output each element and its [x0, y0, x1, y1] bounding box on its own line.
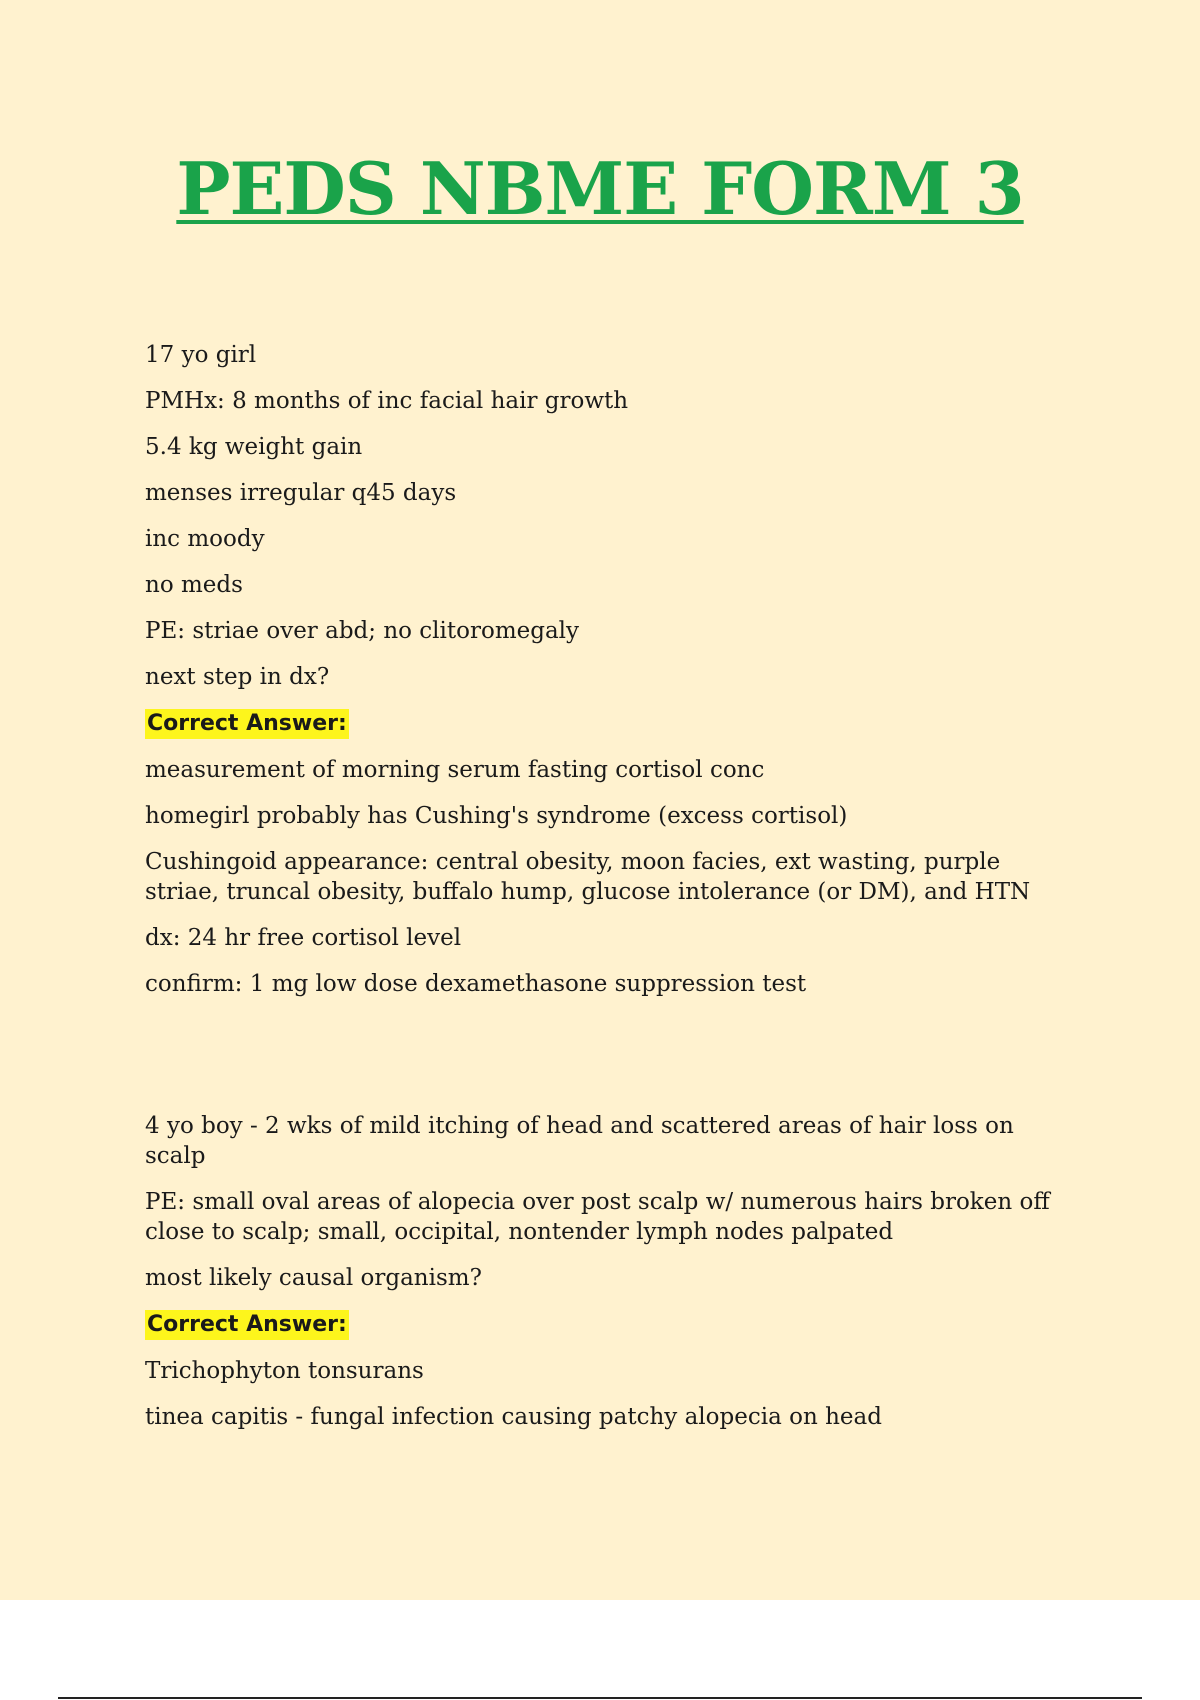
question-stem-line: PMHx: 8 months of inc facial hair growth	[145, 388, 629, 414]
question-stem-line: menses irregular q45 days	[145, 480, 457, 506]
question-block-2	[145, 1111, 1075, 1432]
explanation-line: Cushingoid appearance: central obesity, moon facies, ext wasting, purple striae, truncal obesity, buffalo hump, glucose intolerance (or DM), and HTN	[145, 849, 1031, 905]
question-block-1	[145, 340, 1075, 999]
page-title	[0, 148, 1200, 230]
answer-line: measurement of morning serum fasting cortisol conc	[145, 757, 765, 783]
correct-answer-label: Correct Answer:	[145, 1310, 349, 1340]
correct-answer-label: Correct Answer:	[145, 709, 349, 739]
explanation-line: confirm: 1 mg low dose dexamethasone suppression test	[145, 971, 807, 997]
page-title-text: PEDS NBME FORM 3	[176, 146, 1024, 231]
footer-divider	[58, 1697, 1142, 1699]
question-stem-line: PE: small oval areas of alopecia over post scalp w/ numerous hairs broken off close to scalp; small, occipital, nontender lymph nodes palpated	[145, 1189, 1050, 1245]
correct-answer-row	[145, 1309, 1075, 1340]
question-stem-line: inc moody	[145, 526, 265, 552]
question-stem-line: PE: striae over abd; no clitoromegaly	[145, 618, 580, 644]
question-stem-line: 17 yo girl	[145, 342, 257, 368]
explanation-line: homegirl probably has Cushing's syndrome (excess cortisol)	[145, 803, 848, 829]
question-prompt: next step in dx?	[145, 664, 330, 690]
document-body	[145, 340, 1075, 1448]
question-stem-line: 5.4 kg weight gain	[145, 434, 363, 460]
question-prompt: most likely causal organism?	[145, 1265, 482, 1291]
question-stem-line: 4 yo boy - 2 wks of mild itching of head and scattered areas of hair loss on scalp	[145, 1113, 1014, 1169]
question-stem-line: no meds	[145, 572, 243, 598]
explanation-line: dx: 24 hr free cortisol level	[145, 925, 462, 951]
section-spacer	[145, 1015, 1075, 1111]
answer-line: Trichophyton tonsurans	[145, 1358, 424, 1384]
correct-answer-row	[145, 708, 1075, 739]
explanation-line: tinea capitis - fungal infection causing patchy alopecia on head	[145, 1404, 882, 1430]
